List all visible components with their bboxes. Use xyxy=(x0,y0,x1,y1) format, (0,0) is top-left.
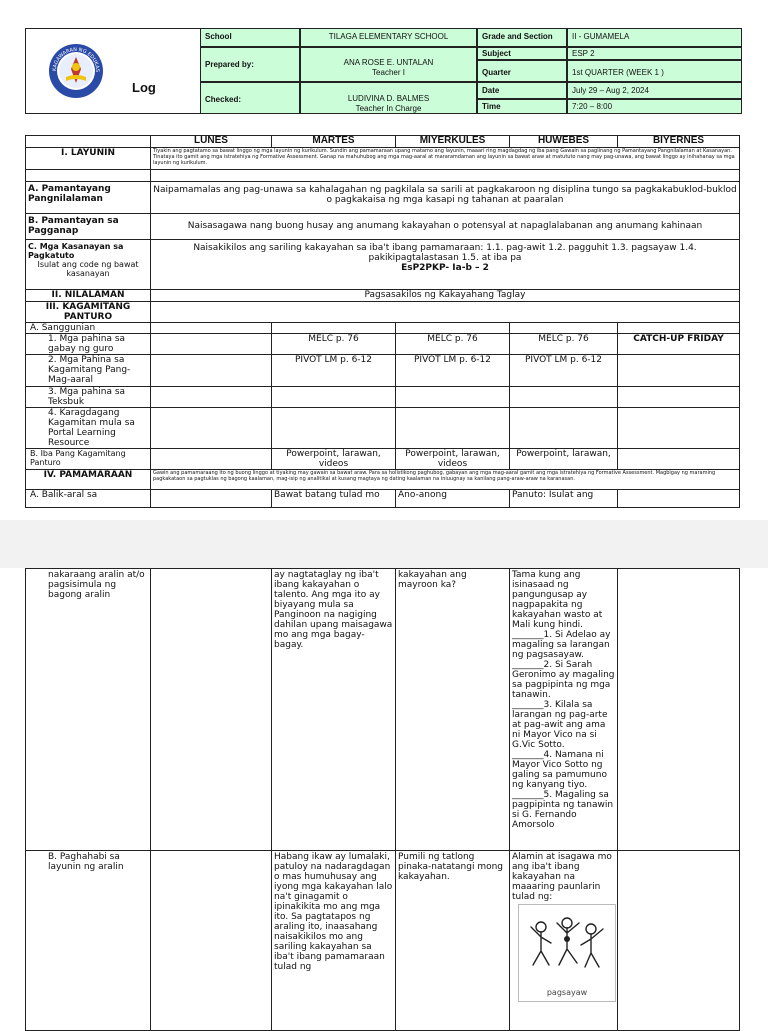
day-header: MARTES xyxy=(272,136,396,148)
balik-cont-huwebes xyxy=(510,569,618,851)
prepared-name: ANA ROSE E. UNTALAN xyxy=(343,58,434,67)
blank-cell xyxy=(151,323,272,334)
quarter-label: Quarter xyxy=(477,60,567,82)
page-two xyxy=(0,568,768,1024)
kagamitan-pang-value: PIVOT LM p. 6-12 xyxy=(510,355,618,387)
kagamitan-pang-value: PIVOT LM p. 6-12 xyxy=(396,355,510,387)
quiz-instructions: Tama kung ang isinasaad ng pangungusap ay nagpapakita ng kakayahan wasto at Mali kung hindi. xyxy=(512,570,603,630)
kasanayan-cell-content xyxy=(151,240,740,290)
checked-label: Checked: xyxy=(200,82,300,114)
blank-cell xyxy=(618,323,740,334)
blank-cell xyxy=(396,387,510,408)
balik-value xyxy=(618,490,740,508)
prepared-role: Teacher I xyxy=(372,68,405,77)
balik-cont-label: nakaraang aralin at/o pagsisimula ng bagong aralin xyxy=(26,569,151,851)
blank-cell xyxy=(151,387,272,408)
blank-cell xyxy=(510,323,618,334)
paghahabi-huwebes-cell xyxy=(510,851,618,1031)
layunin-text: Tiyakin ang pagtatamo sa bawat linggo ng mga layunin ng kurikulum. Sundin ang pamamaraan upang matamo ang layunin, maaari ring magdagdag ng iba pang Gawain sa paglinang ng Pamantayang Pangnilalaman at Kasanayan. Tinataya ito gamit ang mga istratehiya ng Formative Assessment. Ganap na mahuhubog ang mga mag-aaral at mararamdaman ang layunin sa bawat araw at matututo nang may pag-unawa, ang bawat linggo ay inihahanay sa mga layunin ng kurikulum. xyxy=(151,148,740,170)
paghahabi-label: B. Paghahabi sa layunin ng aralin xyxy=(26,851,151,1031)
quiz-item: _______4. Namana ni Mayor Vico Sotto ng galing sa pamumuno ng kanyang tiyo. xyxy=(512,750,607,790)
iba-value: Powerpoint, larawan, videos xyxy=(272,449,396,470)
checked-name: LUDIVINA D. BALMES xyxy=(347,94,430,103)
subject-value: ESP 2 xyxy=(567,47,742,60)
guro-value: MELC p. 76 xyxy=(396,334,510,355)
balik-label: A. Balik-aral sa xyxy=(26,490,151,508)
iba-label: B. Iba Pang Kagamitang Panturo xyxy=(26,449,151,470)
kagamitan-pang-label: 2. Mga Pahina sa Kagamitang Pang-Mag-aaral xyxy=(26,355,151,387)
dll-table xyxy=(25,135,740,508)
teksbuk-label: 3. Mga pahina sa Teksbuk xyxy=(26,387,151,408)
prepared-cell xyxy=(300,47,477,82)
log-label: Log xyxy=(132,80,156,95)
kagamitan-pang-value: PIVOT LM p. 6-12 xyxy=(272,355,396,387)
day-header: BIYERNES xyxy=(618,136,740,148)
nilalaman-label: II. NILALAMAN xyxy=(26,290,151,302)
balik-cont-miyerkules: kakayahan ang mayroon ka? xyxy=(396,569,510,851)
blank-cell xyxy=(396,323,510,334)
image-caption: pagsayaw xyxy=(546,988,588,997)
time-value: 7:20 – 8:00 xyxy=(567,99,742,114)
blank-cell xyxy=(151,408,272,449)
blank-cell xyxy=(272,323,396,334)
paghahabi-huwebes: Alamin at isagawa mo ang iba't ibang kakayahan na maaaring paunlarin tulad ng: xyxy=(512,852,612,902)
pamantayang-label: A. Pamantayang Pangnilalaman xyxy=(26,182,151,214)
kasanayan-code: EsP2PKP- Ia-b – 2 xyxy=(401,263,489,273)
blank-cell xyxy=(618,851,740,1031)
balik-value: Bawat batang tulad mo xyxy=(272,490,396,508)
blank-cell xyxy=(510,387,618,408)
pamamaraan-text: Gawin ang pamamaraang ito ng buong linggo at tiyaking may gawain sa bawat araw. Para sa holistikong paghubog, gabayan ang mga mag-aaral gamit ang mga istratehiya ng Formative Assessment. Magbigay ng maraming pagkakataon sa pagtuklas ng bagong kaalaman, mag-isip ng analitikal at kusang magtaya ng dating kaalaman na iniuugnay sa kanilang pang-araw-araw na karanasan. xyxy=(151,470,740,490)
balik-value: Ano-anong xyxy=(396,490,510,508)
blank-cell xyxy=(618,408,740,449)
day-header: MIYERKULES xyxy=(396,136,510,148)
pamantayang-text: Naipamamalas ang pag-unawa sa kahalagahan ng pagkilala sa sarili at pagkakaroon ng disiplina tungo sa pagkakabuklod-buklod o pagkakaisa ng mga kasapi ng tahanan at paaralan xyxy=(151,182,740,214)
balik-value xyxy=(151,490,272,508)
blank-cell xyxy=(272,387,396,408)
blank-cell xyxy=(26,170,151,182)
quiz-item: _______2. Si Sarah Geronimo ay magaling sa pagpipinta ng mga tanawin. xyxy=(512,660,615,700)
blank-cell xyxy=(510,408,618,449)
pamamaraan-label: IV. PAMAMARAAN xyxy=(26,470,151,490)
quarter-value: 1st QUARTER (WEEK 1 ) xyxy=(567,60,742,82)
iba-value: Powerpoint, larawan, videos xyxy=(396,449,510,470)
blank-cell xyxy=(151,851,272,1031)
iba-value xyxy=(618,449,740,470)
iba-value xyxy=(151,449,272,470)
date-label: Date xyxy=(477,82,567,99)
quiz-item: _______3. Kilala sa larangan ng pag-arte at pag-awit ang ama ni Mayor Vico na si G.Vic Sotto. xyxy=(512,700,608,750)
deped-seal-icon xyxy=(48,43,104,99)
balik-cont-martes: ay nagtataglay ng iba't ibang kakayahan o talento. Ang mga ito ay biyayang mula sa Panginoon na nagiging dahilan upang maisagawa mo ang mga bagay-bagay. xyxy=(272,569,396,851)
seal-text: KAGAWARAN NG EDUKAS xyxy=(51,46,101,73)
page-gap xyxy=(0,520,768,568)
date-value: July 29 – Aug 2, 2024 xyxy=(567,82,742,99)
checked-cell xyxy=(300,82,477,114)
kagamitan-pang-value xyxy=(618,355,740,387)
karagdagan-label: 4. Karagdagang Kagamitan mula sa Portal Learning Resource xyxy=(26,408,151,449)
paghahabi-martes: Habang ikaw ay lumalaki, patuloy na nadaragdagan o mas humuhusay ang iyong mga kakayahan lalo na't ginagamit o ipinakikita mo ang mga ito. Sa pagtatapos ng araling ito, inaasahang naisakikilos mo ang sariling kakayahan sa iba't ibang pamamaraan tulad ng xyxy=(272,851,396,1031)
blank-cell xyxy=(396,408,510,449)
kasanayan-note: Isulat ang code ng bawat kasanayan xyxy=(37,260,139,278)
kagamitan-label: III. KAGAMITANG PANTURO xyxy=(26,302,151,323)
day-header: HUWEBES xyxy=(510,136,618,148)
kasanayan-text: Naisakikilos ang sariling kakayahan sa iba't ibang pamamaraan: 1.1. pag-awit 1.2. pagguhit 1.3. pagsayaw 1.4. pakikipagtalastasan 1.5. at iba pa xyxy=(193,243,697,263)
blank-cell xyxy=(151,170,740,182)
layunin-label: I. LAYUNIN xyxy=(26,148,151,170)
dancing-children-image xyxy=(518,904,616,1002)
guro-value xyxy=(151,334,272,355)
grade-label: Grade and Section xyxy=(477,28,567,47)
kagamitan-pang-value xyxy=(151,355,272,387)
pagganap-label: B. Pamantayan sa Pagganap xyxy=(26,214,151,240)
blank-cell xyxy=(151,569,272,851)
blank-cell xyxy=(618,569,740,851)
guro-value: MELC p. 76 xyxy=(510,334,618,355)
dancing-children-icon xyxy=(519,905,613,985)
blank-cell xyxy=(151,302,740,323)
paghahabi-miyerkules: Pumili ng tatlong pinaka-natatangi mong kakayahan. xyxy=(396,851,510,1031)
kasanayan-cell xyxy=(26,240,151,290)
kasanayan-label: C. Mga Kasanayan sa Pagkatuto xyxy=(28,242,124,260)
school-label: School xyxy=(200,28,300,47)
corner-cell xyxy=(26,136,151,148)
pagganap-text: Naisasagawa nang buong husay ang anumang kakayahan o potensyal at napaglalabanan ang anumang kahinaan xyxy=(151,214,740,240)
checked-role: Teacher In Charge xyxy=(355,104,422,113)
day-header: LUNES xyxy=(151,136,272,148)
quiz-item: _______5. Magaling sa pagpipinta ng tanawin si G. Fernando Amorsolo xyxy=(512,790,614,830)
iba-value: Powerpoint, larawan, xyxy=(510,449,618,470)
balik-value: Panuto: Isulat ang xyxy=(510,490,618,508)
blank-cell xyxy=(272,408,396,449)
grade-value: II - GUMAMELA xyxy=(567,28,742,47)
prepared-label: Prepared by: xyxy=(200,47,300,82)
subject-label: Subject xyxy=(477,47,567,60)
blank-cell xyxy=(618,387,740,408)
quiz-item: _______1. Si Adelao ay magaling sa larangan ng pagsasayaw. xyxy=(512,630,611,660)
logo-cell xyxy=(26,29,202,113)
school-value: TILAGA ELEMENTARY SCHOOL xyxy=(300,28,477,47)
guro-value: MELC p. 76 xyxy=(272,334,396,355)
guro-label: 1. Mga pahina sa gabay ng guro xyxy=(26,334,151,355)
catch-up-friday: CATCH-UP FRIDAY xyxy=(618,334,740,355)
nilalaman-text: Pagsasakilos ng Kakayahang Taglay xyxy=(151,290,740,302)
sanggunian-label: A. Sanggunian xyxy=(26,323,151,334)
time-label: Time xyxy=(477,99,567,114)
dll-table-continued xyxy=(25,568,740,1031)
